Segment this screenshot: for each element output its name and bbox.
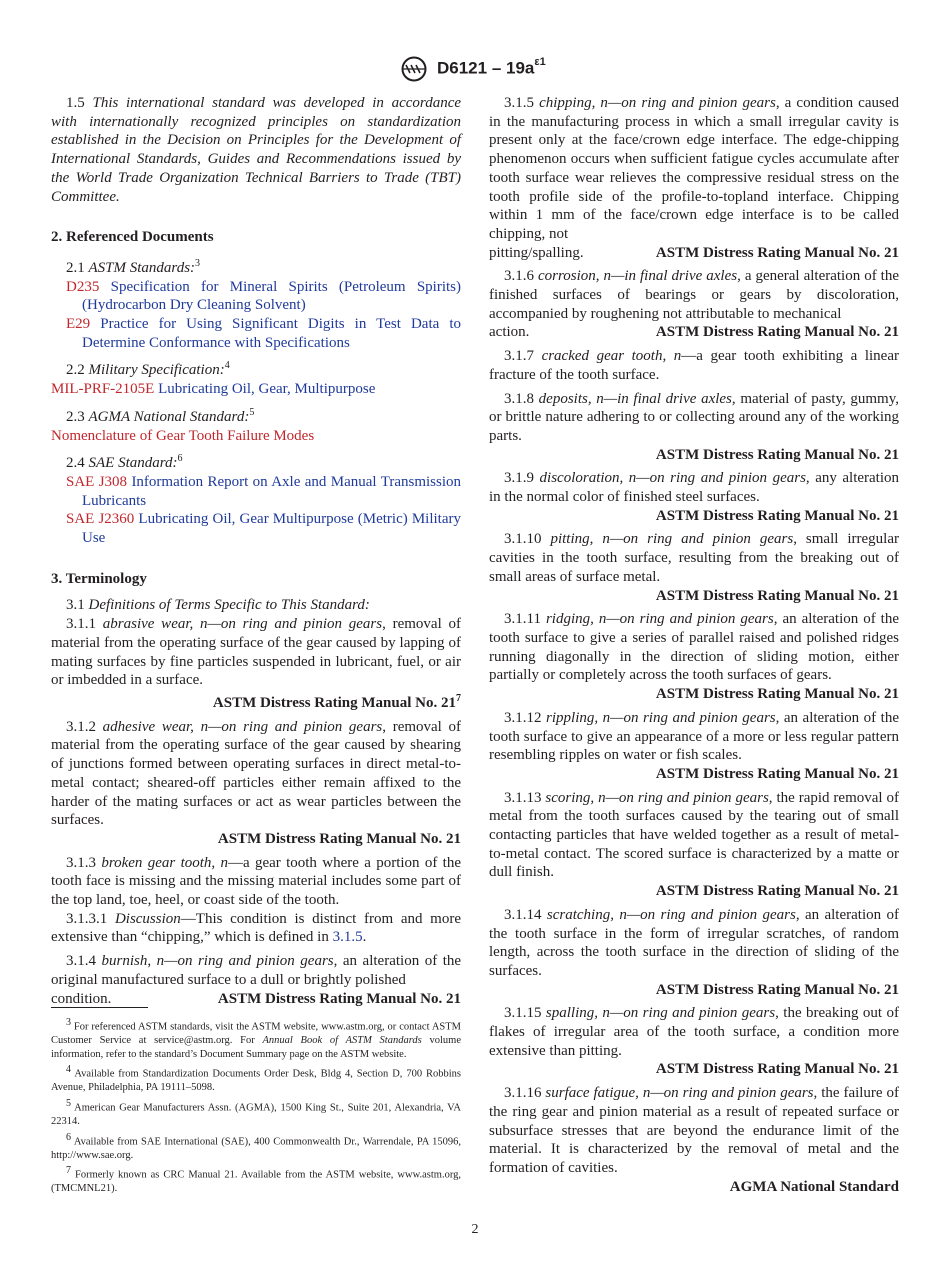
footnote-7: $^7$ Formerly known as CRC Manual 21. Available from the ASTM website, www.astm.org, (TMCMNL21). <box>51 1165 461 1195</box>
left-column <box>51 94 461 1008</box>
term-3-1-13-source: ASTM Distress Rating Manual No. 21 <box>655 883 899 900</box>
term-3-1-14-source: ASTM Distress Rating Manual No. 21 <box>655 981 899 998</box>
section-2-heading: 2. Referenced Documents <box>51 229 214 246</box>
term-3-1-16-source: AGMA National Standard <box>729 1178 899 1195</box>
term-3-1: 3.1 Definitions of Terms Specific to This Standard: <box>66 597 370 614</box>
term-3-1-12: 3.1.12 rippling, n—on ring and pinion gears, an alteration of the tooth surface to give an appearance of a more or less regular pattern resembling ripples on water or fish scales. <box>489 709 899 764</box>
section-3-heading: 3. Terminology <box>51 570 147 587</box>
term-3-1-2-source: ASTM Distress Rating Manual No. 21 <box>217 830 461 847</box>
term-3-1-11: 3.1.11 ridging, n—on ring and pinion gears, an alteration of the tooth surface to give a series of parallel raised and polished ridges running diagonally in the direction of sliding motion, either partially or completely across the tooth surfaces of gears. <box>489 611 900 684</box>
term-3-1-5: 3.1.5 chipping, n—on ring and pinion gears, a condition caused in the manufacturing process in which a small irregular cavity is present only at the face/crown edge interface. The edge-chipping phenomenon occurs when sufficient fatigue cycles accumulate after tooth surface wear relieves the compressive residual stress on the tooth profile side of the profile-to-topland interface. Chipping within 1 mm of the face/crown edge interface is to be called chipping, not <box>489 95 899 242</box>
astm-standards-label: 2.1 ASTM Standards:$^3$ <box>66 257 201 276</box>
page-header <box>0 56 950 82</box>
ref-sae-j308[interactable]: SAE J308 Information Report on Axle and Manual Transmission Lubricants <box>66 473 461 509</box>
term-3-1-11-source: ASTM Distress Rating Manual No. 21 <box>655 686 899 703</box>
term-3-1-5-lastline: pitting/spalling. ASTM Distress Rating Manual No. 21 <box>489 244 899 261</box>
astm-logo-icon <box>397 56 431 82</box>
term-3-1-14: 3.1.14 scratching, n—on ring and pinion gears, an alteration of the tooth surface in the form of irregular scratches, of random length, across the tooth surface in the direction of sliding of the surfaces. <box>489 906 899 979</box>
footnote-3: $^3$ For referenced ASTM standards, visit the ASTM website, www.astm.org, or contact ASTM Customer Service at service@astm.org. For Annual Book of ASTM Standards volume information, refer to the standard’s Document Summary page on the ASTM website. <box>51 1017 461 1060</box>
term-3-1-7: 3.1.7 cracked gear tooth, n—a gear tooth exhibiting a linear fracture of the tooth surface. <box>489 348 899 383</box>
term-3-1-12-source: ASTM Distress Rating Manual No. 21 <box>655 765 899 782</box>
footnote-divider <box>51 1007 148 1008</box>
ref-mil-prf[interactable]: MIL-PRF-2105E Lubricating Oil, Gear, Multipurpose <box>51 381 376 398</box>
footnotes <box>51 1016 461 1198</box>
term-3-1-10: 3.1.10 pitting, n—on ring and pinion gears, small irregular cavities in the tooth surface, resulting from the breaking out of small areas of surface metal. <box>489 531 900 585</box>
term-3-1-3: 3.1.3 broken gear tooth, n—a gear tooth where a portion of the tooth face is missing and the missing material includes some part of the top land, toe, heel, or coast side of the tooth. <box>51 854 461 909</box>
term-3-1-8: 3.1.8 deposits, n—in final drive axles, material of pasty, gummy, or brittle nature adhering to or collecting around any of the working parts. <box>489 390 899 444</box>
ref-e29[interactable]: E29 Practice for Using Significant Digits in Test Data to Determine Conformance with Specifications <box>66 316 461 351</box>
term-3-1-1-source: ASTM Distress Rating Manual No. $21^7$ <box>212 692 461 711</box>
term-3-1-16: 3.1.16 surface fatigue, n—on ring and pinion gears, the failure of the ring gear and pinion material as a result of repeated surface or subsurface stresses that are beyond the endurance limit of the material. It is characterized by the removal of metal and the formation of cavities. <box>489 1085 900 1176</box>
term-3-1-1: 3.1.1 abrasive wear, n—on ring and pinion gears, removal of material from the operating surface of the gear caused by lapping of mating surfaces by fine particles suspended in lubricant, fuel, or air or imbedded in a surface. <box>51 616 462 689</box>
term-3-1-4-lastline: condition. ASTM Distress Rating Manual No. 21 <box>51 990 461 1007</box>
footnote-5: $^5$ American Gear Manufacturers Assn. (AGMA), 1500 King St., Suite 201, Alexandria, VA 22314. <box>51 1097 461 1128</box>
term-3-1-4: 3.1.4 burnish, n—on ring and pinion gears, an alteration of the original manufactured surface to a dull or brightly polished <box>51 953 462 988</box>
term-3-1-3-1: 3.1.3.1 Discussion—This condition is distinct from and more extensive than “chipping,” which is defined in 3.1.5. <box>51 910 461 946</box>
ref-sae-j2360[interactable]: SAE J2360 Lubricating Oil, Gear Multipurpose (Metric) Military Use <box>66 511 462 547</box>
ref-d235[interactable]: D235 Specification for Mineral Spirits (Petroleum Spirits) (Hydrocarbon Dry Cleaning Solvent) <box>66 278 461 314</box>
document-id: $D6121 - 19a^{\varepsilon 1}$ <box>437 56 546 78</box>
term-3-1-10-source: ASTM Distress Rating Manual No. 21 <box>655 587 899 604</box>
ref-agma[interactable]: Nomenclature of Gear Tooth Failure Modes <box>51 427 315 444</box>
footnote-4: $^4$ Available from Standardization Documents Order Desk, Bldg 4, Section D, 700 Robbins Avenue, Philadelphia, PA 19111–5098. <box>51 1064 461 1094</box>
footnote-6: $^6$ Available from SAE International (SAE), 400 Commonwealth Dr., Warrendale, PA 15096, http://www.sae.org. <box>51 1131 461 1161</box>
term-3-1-15: 3.1.15 spalling, n—on ring and pinion gears, the breaking out of flakes of irregular area of the tooth surface, a condition more extensive than pitting. <box>489 1005 899 1059</box>
term-3-1-9-source: ASTM Distress Rating Manual No. 21 <box>655 507 899 524</box>
section-1-5: 1.5 This international standard was developed in accordance with internationally recognized principles on standardization established in the Decision on Principles for the Development of International Standards, Guides and Recommendations issued by the World Trade Organization Technical Barriers to Trade (TBT) Committee. <box>51 95 462 205</box>
edition-superscript: ε1 <box>534 56 546 68</box>
agma-standard-label: 2.3 AGMA National Standard:$^5$ <box>66 406 255 425</box>
term-3-1-2: 3.1.2 adhesive wear, n—on ring and pinion gears, removal of material from the operating surface of the gear caused by shearing of junctions formed between operating surfaces in direct metal-to-metal contact; sheared-off particles either remain affixed to the harder of the mating surfaces or act as wear particles between the surfaces. <box>51 718 462 829</box>
term-3-1-8-source: ASTM Distress Rating Manual No. 21 <box>655 446 899 463</box>
link-3-1-5[interactable]: 3.1.5 <box>332 929 363 946</box>
right-column <box>489 94 899 1196</box>
page-number: 2 <box>471 1222 479 1237</box>
military-spec-label: 2.2 Military Specification:$^4$ <box>66 360 230 379</box>
sae-standard-label: 2.4 SAE Standard:$^6$ <box>66 453 183 472</box>
term-3-1-6: 3.1.6 corrosion, n—in final drive axles, a general alteration of the finished surfaces of bearings or gears by discoloration, accompanied by roughening not attributable to mechanical <box>489 268 899 322</box>
term-3-1-9: 3.1.9 discoloration, n—on ring and pinion gears, any alteration in the normal color of finished steel surfaces. <box>489 470 900 506</box>
term-3-1-6-lastline: action. ASTM Distress Rating Manual No. 21 <box>489 324 899 341</box>
term-3-1-13: 3.1.13 scoring, n—on ring and pinion gears, the rapid removal of metal from the tooth surfaces caused by the tearing out of small contacting particles that have welded together as a result of metal-to-metal contact. The scored surface is characterized by a matte or dull finish. <box>489 789 899 881</box>
term-3-1-15-source: ASTM Distress Rating Manual No. 21 <box>655 1061 899 1078</box>
